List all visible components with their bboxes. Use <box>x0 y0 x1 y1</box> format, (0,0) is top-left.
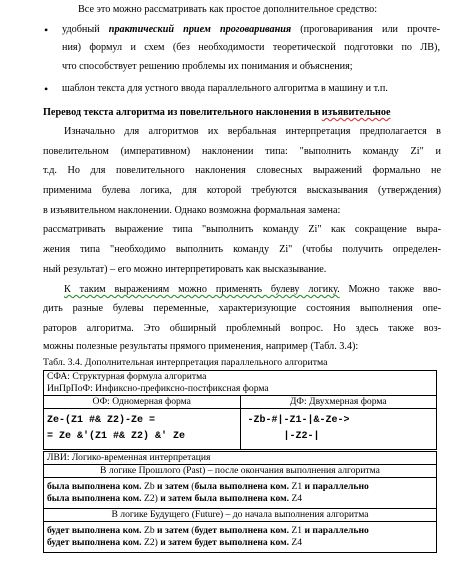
interpretation-table <box>43 370 437 553</box>
section-heading: Перевод текста алгоритма из повелительного наклонения в изъявительное <box>43 107 391 118</box>
bullet-1-line-3: что способствует решению проблемы их понимания и объяснения; <box>62 61 353 72</box>
of-formula-line: = Ze &'(Z1 #& Z2) &' Ze <box>47 431 186 442</box>
para1-line: Изначально для алгоритмов их вербальная интерпретация предполагается в <box>64 126 441 137</box>
inpr-label: ИнПрПоФ: Инфиксно-префиксно-постфиксная форма <box>47 383 269 394</box>
para2-line: К таким выражениям можно применять булеву логику. Можно также вво- <box>64 284 441 295</box>
para1-line: рассматривать выражение типа "выполнить команду Zi" как сокращение выра- <box>43 224 441 235</box>
table-row <box>44 371 437 396</box>
para2-line: раторов алгоритма. Это обширный проблемный вопрос. Но здесь также воз- <box>43 323 441 334</box>
para2-line: дить разные булевы переменные, характеризующие состояния выполнения опе- <box>43 303 441 314</box>
bullet-marker: • <box>44 23 49 37</box>
para1-line: повелительном (императивном) наклонении типа: "выполнить команду Zi" и <box>43 146 441 157</box>
df-formula-cell <box>240 409 437 451</box>
para1-line: применима булева логика, для которой требуются высказывания (утверждения) <box>43 185 441 196</box>
of-header: ОФ: Одномерная форма <box>44 396 241 409</box>
future-text-cell <box>44 522 437 553</box>
df-header: ДФ: Двухмерная форма <box>240 396 437 409</box>
bullet-2-text: шаблон текста для устного ввода параллельного алгоритма в машину и т.п. <box>62 83 388 94</box>
para1-line: в изъявительном наклонении. Однако возможна формальная замена: <box>43 205 341 216</box>
bullet-1-line-1: удобный практический прием проговаривания (проговаривания или прочте- <box>62 24 440 35</box>
of-formula-cell <box>44 409 241 451</box>
table-caption: Табл. 3.4. Дополнительная интерпретация параллельного алгоритма <box>43 357 328 368</box>
past-text-cell <box>44 478 437 509</box>
future-line: будет выполнена ком. Z2) и затем будет выполнена ком. Z4 <box>47 537 303 548</box>
bullet-marker: • <box>44 82 49 96</box>
past-line: была выполнена ком. Zb и затем (была выполнена ком. Z1 и параллельно <box>47 481 369 492</box>
lvi-label: ЛВИ: Логико-временная интерпретация <box>44 451 437 465</box>
df-formula-line: |-Z2-| <box>283 431 320 442</box>
of-formula-line: Ze-(Z1 #& Z2)-Ze = <box>47 415 156 426</box>
df-formula-line: -Zb-#|-Z1-|&-Ze-> <box>247 415 350 426</box>
past-line: была выполнена ком. Z2) и затем была выполнена ком. Z4 <box>47 493 303 504</box>
past-header: В логике Прошлого (Past) – после окончания выполнения алгоритма <box>44 465 437 478</box>
para1-line: ный результат) – его можно интерпретировать как высказывание. <box>43 264 327 275</box>
bullet-1-line-2: ния) формул и схем (без необходимости теоретической подготовки по ЛВ), <box>62 42 440 53</box>
future-header: В логике Будущего (Future) – до начала выполнения алгоритма <box>44 509 437 522</box>
para1-line: т.д. Но для повелительного наклонения словесных выражений формально не <box>43 165 441 176</box>
sfa-label: СФА: Структурная формула алгоритма <box>47 371 207 382</box>
future-line: будет выполнена ком. Zb и затем (будет выполнена ком. Z1 и параллельно <box>47 525 369 536</box>
intro-text: Все это можно рассматривать как простое дополнительное средство: <box>78 4 378 15</box>
para1-line: жения типа "необходимо выполнить команду Zi" (чтобы получить определен- <box>43 244 441 255</box>
para2-line: можны полезные результаты прямого применения, например (Табл. 3.4): <box>43 341 359 352</box>
